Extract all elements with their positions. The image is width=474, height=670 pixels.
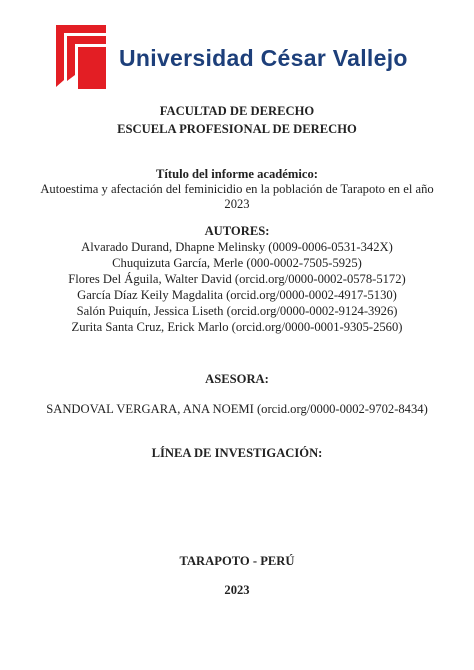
school-heading: ESCUELA PROFESIONAL DE DERECHO: [117, 122, 357, 136]
faculty-heading: FACULTAD DE DERECHO: [159, 104, 315, 118]
university-logo: [56, 25, 474, 89]
author-line: Zurita Santa Cruz, Erick Marlo (orcid.org/0000-0001-9305-2560): [71, 320, 403, 334]
report-title-line-1: Autoestima y afectación del feminicidio en la población de Tarapoto en el año: [40, 182, 434, 196]
author-line: Salón Puiquín, Jessica Liseth (orcid.org/0000-0002-9124-3926): [76, 304, 398, 318]
ucv-shield-icon: [56, 25, 112, 89]
university-name: Universidad César Vallejo: [119, 45, 408, 71]
author-line: García Díaz Keily Magdalita (orcid.org/0000-0002-4917-5130): [77, 288, 397, 302]
authors-label: AUTORES:: [204, 224, 270, 238]
author-line: Chuquizuta García, Merle (000-0002-7505-5925): [112, 256, 362, 270]
advisor-label: ASESORA:: [205, 372, 269, 386]
report-title-line-2: 2023: [224, 197, 250, 211]
author-line: Alvarado Durand, Dhapne Melinsky (0009-0006-0531-342X): [81, 240, 393, 254]
location: TARAPOTO - PERÚ: [179, 554, 295, 568]
report-title-label: Título del informe académico:: [156, 167, 318, 181]
author-line: Flores Del Águila, Walter David (orcid.org/0000-0002-0578-5172): [68, 272, 406, 286]
year: 2023: [224, 583, 250, 597]
research-line-label: LÍNEA DE INVESTIGACIÓN:: [151, 446, 323, 460]
advisor-name: SANDOVAL VERGARA, ANA NOEMI (orcid.org/0000-0002-9702-8434): [46, 402, 428, 416]
